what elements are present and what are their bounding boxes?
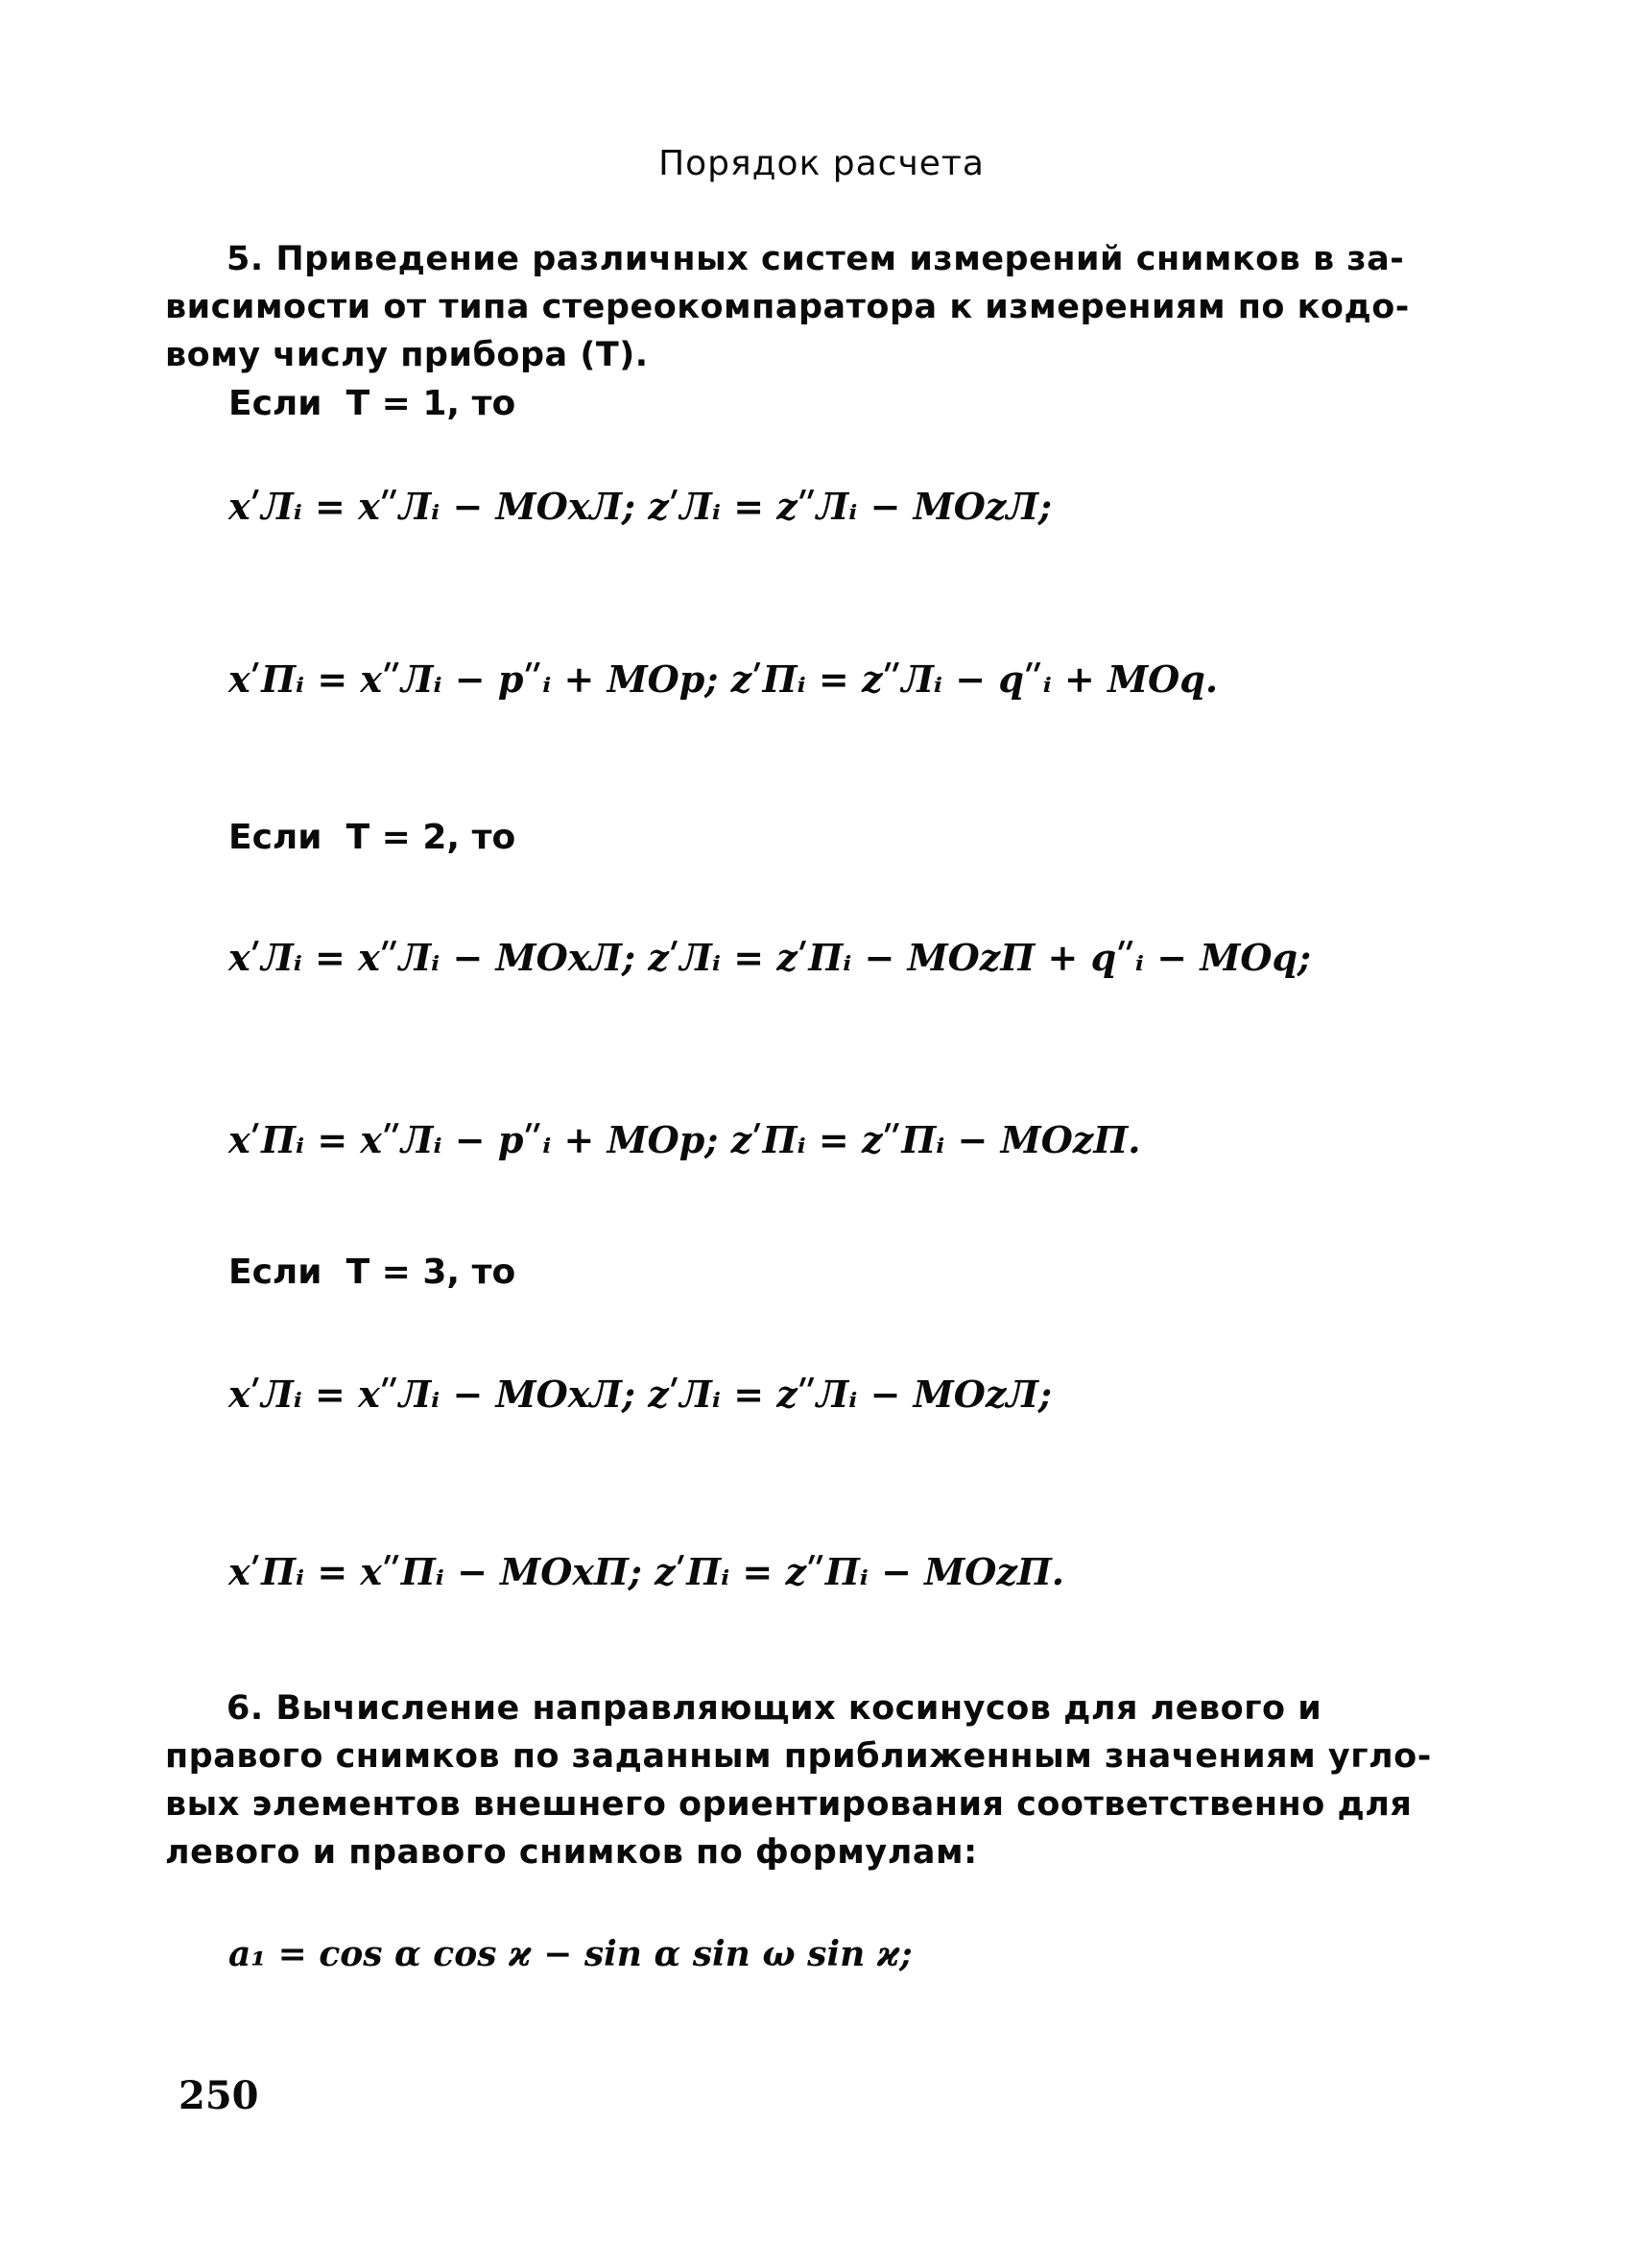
paragraph-line: левого и правого снимков по формулам: [165, 1833, 978, 1872]
page-number: 250 [179, 2073, 259, 2118]
paragraph-section-6 [165, 1684, 1451, 1876]
paragraph-section-5 [165, 235, 1451, 379]
formula-t1-left: xʹЛᵢ = xʺЛᵢ − MOxЛ; zʹЛᵢ = zʺЛᵢ − MOzЛ; [228, 485, 1053, 528]
formula-t3-left: xʹЛᵢ = xʺЛᵢ − MOxЛ; zʹЛᵢ = zʺЛᵢ − MOzЛ; [228, 1373, 1053, 1416]
formula-t3-right: xʹПᵢ = xʺПᵢ − MOxП; zʹПᵢ = zʺПᵢ − MOzП. [228, 1550, 1065, 1593]
formula-a1: a₁ = cos α cos ϰ − sin α sin ω sin ϰ; [228, 1934, 913, 1974]
paragraph-line: вых элементов внешнего ориентирования соответственно для [165, 1785, 1413, 1824]
condition-t1: Если T = 1, то [228, 384, 516, 423]
paragraph-line: висимости от типа стереокомпаратора к измерениям по кодо- [165, 288, 1410, 326]
condition-t3: Если T = 3, то [228, 1253, 516, 1292]
formula-t2-right: xʹПᵢ = xʺЛᵢ − pʺᵢ + MOp; zʹПᵢ = zʺПᵢ − MOzП. [228, 1118, 1141, 1161]
paragraph-line: 5. Приведение различных систем измерений снимков в за- [226, 240, 1405, 278]
formula-t1-right: xʹПᵢ = xʺЛᵢ − pʺᵢ + MOp; zʹПᵢ = zʺЛᵢ − qʺᵢ + MOq. [228, 657, 1219, 701]
condition-t2: Если T = 2, то [228, 818, 516, 857]
formula-t2-left: xʹЛᵢ = xʺЛᵢ − MOxЛ; zʹЛᵢ = zʹПᵢ − MOzП + qʺᵢ − MOq; [228, 936, 1312, 979]
paragraph-line: вому числу прибора (T). [165, 336, 649, 374]
paragraph-line: правого снимков по заданным приближенным значениям угло- [165, 1737, 1432, 1776]
page-heading: Порядок расчета [658, 144, 985, 183]
paragraph-line: 6. Вычисление направляющих косинусов для левого и [226, 1689, 1322, 1728]
